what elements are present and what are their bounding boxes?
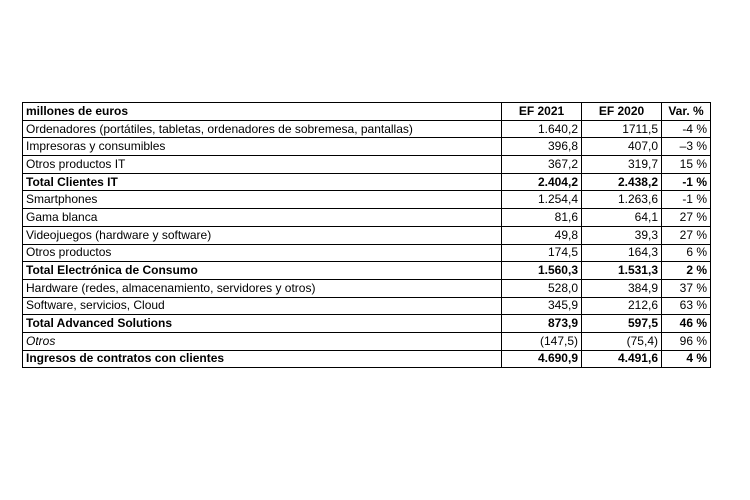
row-label: Videojuegos (hardware y software) (23, 226, 502, 244)
table-row (23, 315, 711, 333)
table-row (23, 244, 711, 262)
row-label: Otros (23, 332, 502, 350)
value-variation: 96 % (662, 332, 711, 350)
value-ef2021: 49,8 (502, 226, 582, 244)
value-ef2020: 1.263,6 (582, 191, 662, 209)
value-ef2020: (75,4) (582, 332, 662, 350)
value-variation: 63 % (662, 297, 711, 315)
value-ef2021: (147,5) (502, 332, 582, 350)
value-ef2020: 597,5 (582, 315, 662, 333)
row-label: Ordenadores (portátiles, tabletas, ordenadores de sobremesa, pantallas) (23, 120, 502, 138)
value-ef2021: 174,5 (502, 244, 582, 262)
table-row (23, 156, 711, 174)
value-ef2020: 4.491,6 (582, 350, 662, 368)
value-ef2021: 367,2 (502, 156, 582, 174)
value-ef2021: 1.560,3 (502, 262, 582, 280)
value-variation: –3 % (662, 138, 711, 156)
table-row (23, 279, 711, 297)
revenue-table (22, 102, 711, 368)
header-ef2021: EF 2021 (502, 103, 582, 121)
row-label: Software, servicios, Cloud (23, 297, 502, 315)
table-row (23, 262, 711, 280)
value-ef2021: 2.404,2 (502, 173, 582, 191)
value-variation: 27 % (662, 209, 711, 227)
value-ef2020: 39,3 (582, 226, 662, 244)
row-label: Ingresos de contratos con clientes (23, 350, 502, 368)
row-label: Total Clientes IT (23, 173, 502, 191)
value-variation: -1 % (662, 173, 711, 191)
value-variation: 46 % (662, 315, 711, 333)
value-ef2021: 1.254,4 (502, 191, 582, 209)
table-row (23, 332, 711, 350)
value-variation: 37 % (662, 279, 711, 297)
value-ef2021: 528,0 (502, 279, 582, 297)
value-ef2021: 1.640,2 (502, 120, 582, 138)
value-ef2020: 2.438,2 (582, 173, 662, 191)
row-label: Total Electrónica de Consumo (23, 262, 502, 280)
table-row (23, 350, 711, 368)
table-row (23, 138, 711, 156)
row-label: Smartphones (23, 191, 502, 209)
value-ef2020: 64,1 (582, 209, 662, 227)
value-ef2021: 873,9 (502, 315, 582, 333)
header-variation: Var. % (662, 103, 711, 121)
value-ef2020: 1711,5 (582, 120, 662, 138)
value-variation: 15 % (662, 156, 711, 174)
value-ef2021: 396,8 (502, 138, 582, 156)
row-label: Hardware (redes, almacenamiento, servidores y otros) (23, 279, 502, 297)
value-ef2021: 81,6 (502, 209, 582, 227)
header-units: millones de euros (23, 103, 502, 121)
value-ef2021: 345,9 (502, 297, 582, 315)
table-row (23, 297, 711, 315)
value-variation: -1 % (662, 191, 711, 209)
table-row (23, 209, 711, 227)
value-ef2020: 212,6 (582, 297, 662, 315)
value-ef2020: 319,7 (582, 156, 662, 174)
row-label: Otros productos (23, 244, 502, 262)
table-row (23, 226, 711, 244)
row-label: Total Advanced Solutions (23, 315, 502, 333)
value-variation: 27 % (662, 226, 711, 244)
value-ef2020: 164,3 (582, 244, 662, 262)
row-label: Otros productos IT (23, 156, 502, 174)
value-ef2021: 4.690,9 (502, 350, 582, 368)
value-ef2020: 384,9 (582, 279, 662, 297)
value-variation: 4 % (662, 350, 711, 368)
value-ef2020: 407,0 (582, 138, 662, 156)
value-variation: 2 % (662, 262, 711, 280)
table-row (23, 120, 711, 138)
revenue-table-body (23, 103, 711, 368)
value-ef2020: 1.531,3 (582, 262, 662, 280)
table-row (23, 191, 711, 209)
row-label: Gama blanca (23, 209, 502, 227)
value-variation: -4 % (662, 120, 711, 138)
row-label: Impresoras y consumibles (23, 138, 502, 156)
value-variation: 6 % (662, 244, 711, 262)
header-ef2020: EF 2020 (582, 103, 662, 121)
table-row (23, 173, 711, 191)
header-row (23, 103, 711, 121)
